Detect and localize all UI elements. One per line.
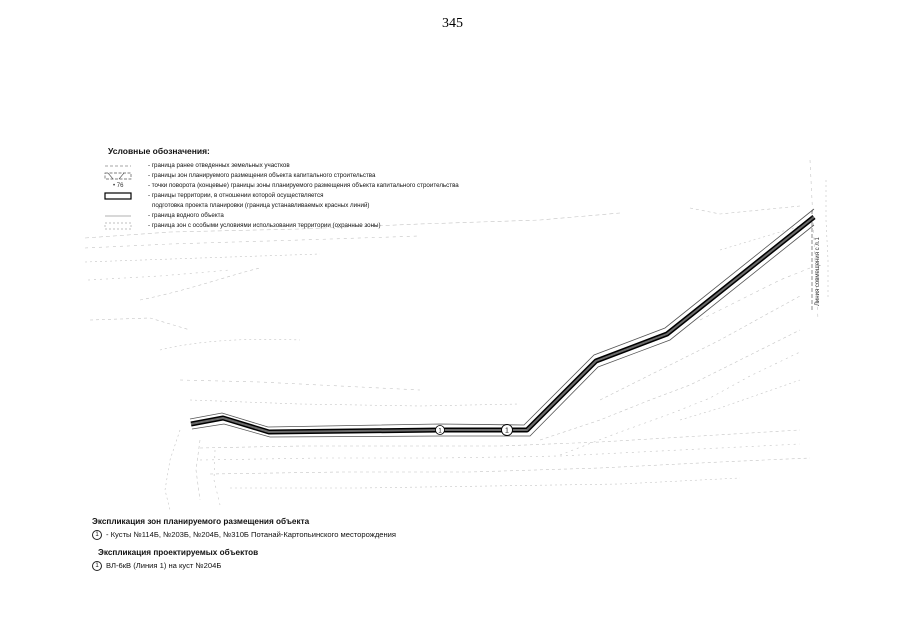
line-marker-2 bbox=[502, 425, 513, 436]
legend-item: - границы территории, в отношении которой осуществляется bbox=[96, 191, 576, 201]
water-boundary-icon bbox=[104, 212, 132, 220]
legend-item: - граница водного объекта bbox=[96, 211, 576, 221]
legend-item: - граница зон с особыми условиями использования территории (охранные зоны) bbox=[96, 221, 576, 231]
line-marker-label: 1 bbox=[505, 427, 509, 435]
zones-explication-title: Экспликация зон планируемого размещения объекта bbox=[92, 517, 310, 526]
power-line-vl6kv bbox=[191, 217, 814, 432]
objects-explication bbox=[92, 548, 258, 571]
page-number: 345 bbox=[442, 16, 463, 31]
legend bbox=[96, 146, 576, 231]
line-marker-1 bbox=[436, 426, 445, 435]
territory-boundary-icon bbox=[104, 192, 132, 200]
legend-item-continuation: подготовка проекта планировки (граница устанавливаемых красных линий) bbox=[152, 202, 370, 209]
objects-explication-title: Экспликация проектируемых объектов bbox=[98, 548, 259, 557]
power-line-core bbox=[191, 217, 814, 432]
legend-item: • 76 - точки поворота (концевые) границы зоны планируемого размещения объекта капитального строительства bbox=[96, 181, 576, 191]
zones-explication bbox=[92, 517, 396, 540]
protection-zone-icon bbox=[104, 222, 132, 230]
legend-item: - границы зон планируемого размещения объекта капитального строительства bbox=[96, 171, 576, 181]
zones-explication-item: 1 - Кусты №114Б, №203Б, №204Б, №310Б Потанай-Картопьинского месторождения bbox=[92, 530, 396, 540]
legend-item: - граница ранее отведенных земельных участков bbox=[96, 161, 576, 171]
turning-point-icon: • 76 bbox=[113, 183, 124, 189]
zone-boundary-icon bbox=[104, 172, 132, 180]
legend-title: Условные обозначения: bbox=[108, 146, 210, 156]
zone-marker: 1 bbox=[92, 530, 102, 540]
line-marker-label: 1 bbox=[438, 428, 442, 435]
match-line-label: Линия совмещения с л.1 bbox=[815, 237, 821, 306]
zone-boundary bbox=[190, 209, 814, 437]
object-marker: 1 bbox=[92, 561, 102, 571]
objects-explication-item: 1 ВЛ-6кВ (Линия 1) на куст №204Б bbox=[92, 561, 258, 571]
dashed-boundary-icon bbox=[104, 162, 132, 170]
